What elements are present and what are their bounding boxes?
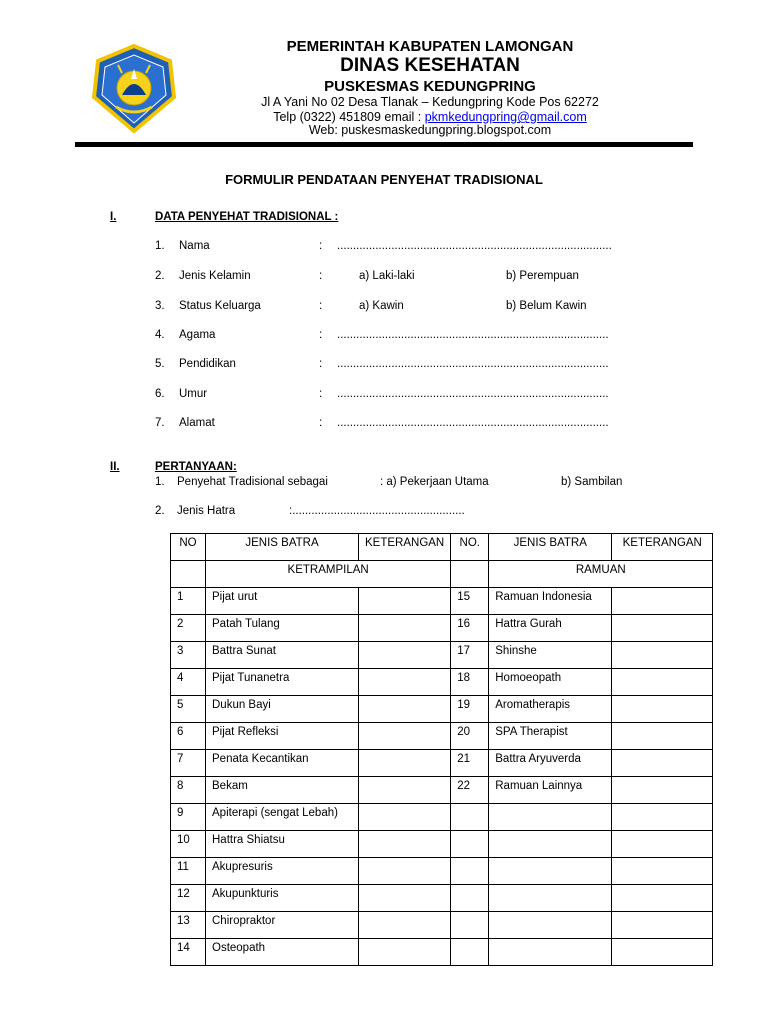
keterangan-cell[interactable]	[612, 642, 713, 669]
row-number: 1	[171, 588, 206, 615]
keterangan-cell[interactable]	[612, 831, 713, 858]
table-row	[171, 669, 713, 696]
table-row	[171, 615, 713, 642]
field-num: 6.	[155, 388, 165, 400]
form-title: FORMULIR PENDATAAN PENYEHAT TRADISIONAL	[225, 172, 543, 187]
header-address: Jl A Yani No 02 Desa Tlanak – Kedungpring Kode Pos 62272	[261, 95, 599, 109]
agama-input-line[interactable]: .....................................................................................	[337, 329, 609, 341]
batra-name: Homoeopath	[489, 669, 612, 696]
row-number: 19	[451, 696, 489, 723]
row-number: 5	[171, 696, 206, 723]
section1-title: DATA PENYEHAT TRADISIONAL :	[155, 211, 339, 223]
keterangan-cell[interactable]	[359, 912, 451, 939]
option-belum-kawin[interactable]: b) Belum Kawin	[506, 300, 587, 312]
header-keterangan: KETERANGAN	[359, 534, 451, 561]
table-row	[171, 696, 713, 723]
table-row	[171, 912, 713, 939]
keterangan-cell[interactable]	[612, 696, 713, 723]
table-row	[171, 858, 713, 885]
row-number: 13	[171, 912, 206, 939]
alamat-input-line[interactable]: .....................................................................................	[337, 417, 609, 429]
batra-name: Shinshe	[489, 642, 612, 669]
group-empty-cell	[171, 561, 206, 588]
table-row	[171, 804, 713, 831]
header-department: DINAS KESEHATAN	[340, 55, 520, 76]
header-jenis-batra: JENIS BATRA	[206, 534, 359, 561]
batra-name: Ramuan Indonesia	[489, 588, 612, 615]
table-row	[171, 723, 713, 750]
jenis-hatra-input-line[interactable]: :......................................................	[289, 505, 465, 517]
batra-name: Penata Kecantikan	[206, 750, 359, 777]
table-row	[171, 777, 713, 804]
field-label-status-keluarga: Status Keluarga	[179, 300, 261, 312]
field-label-jenis-kelamin: Jenis Kelamin	[179, 270, 251, 282]
row-number: 9	[171, 804, 206, 831]
row-number: 10	[171, 831, 206, 858]
row-number: 22	[451, 777, 489, 804]
field-colon: :	[319, 417, 323, 429]
row-number: 20	[451, 723, 489, 750]
option-laki-laki[interactable]: a) Laki-laki	[359, 270, 415, 282]
header-jenis-batra: JENIS BATRA	[489, 534, 612, 561]
table-row	[171, 750, 713, 777]
header-puskesmas: PUSKESMAS KEDUNGPRING	[324, 78, 536, 95]
field-colon: :	[319, 270, 323, 282]
row-number: 15	[451, 588, 489, 615]
keterangan-cell[interactable]	[359, 723, 451, 750]
header-rule	[75, 142, 693, 147]
table-row	[171, 588, 713, 615]
batra-name: Akupresuris	[206, 858, 359, 885]
keterangan-cell[interactable]	[359, 669, 451, 696]
section2-number: II.	[110, 461, 120, 473]
keterangan-cell[interactable]	[612, 939, 713, 966]
field-num: 2.	[155, 270, 165, 282]
keterangan-cell[interactable]	[359, 615, 451, 642]
header-contact	[0, 110, 768, 124]
header-no: NO	[171, 534, 206, 561]
keterangan-cell[interactable]	[359, 777, 451, 804]
batra-name: Pijat urut	[206, 588, 359, 615]
batra-name: Pijat Tunanetra	[206, 669, 359, 696]
question-jenis-hatra: Jenis Hatra	[177, 505, 236, 517]
table-row	[171, 939, 713, 966]
keterangan-cell[interactable]	[359, 885, 451, 912]
batra-name	[489, 885, 612, 912]
field-num: 7.	[155, 417, 165, 429]
table-row	[171, 885, 713, 912]
question-num: 2.	[155, 505, 165, 517]
row-number: 2	[171, 615, 206, 642]
row-number: 7	[171, 750, 206, 777]
keterangan-cell[interactable]	[359, 642, 451, 669]
group-ramuan: RAMUAN	[489, 561, 713, 588]
row-number	[451, 912, 489, 939]
pendidikan-input-line[interactable]: .....................................................................................	[337, 358, 609, 370]
keterangan-cell[interactable]	[612, 669, 713, 696]
keterangan-cell[interactable]	[612, 588, 713, 615]
keterangan-cell[interactable]	[359, 939, 451, 966]
keterangan-cell[interactable]	[612, 858, 713, 885]
header-email-link[interactable]: pkmkedungpring@gmail.com	[424, 110, 587, 124]
header-government: PEMERINTAH KABUPATEN LAMONGAN	[286, 38, 574, 55]
batra-name	[489, 912, 612, 939]
table-body	[171, 588, 713, 966]
row-number: 16	[451, 615, 489, 642]
row-number: 14	[171, 939, 206, 966]
keterangan-cell[interactable]	[612, 912, 713, 939]
header-web: Web: puskesmaskedungpring.blogspot.com	[308, 123, 552, 137]
table-row	[171, 642, 713, 669]
keterangan-cell[interactable]	[359, 858, 451, 885]
batra-name	[489, 939, 612, 966]
keterangan-cell[interactable]	[612, 804, 713, 831]
keterangan-cell[interactable]	[359, 750, 451, 777]
batra-table	[170, 533, 713, 966]
question-num: 1.	[155, 476, 165, 488]
field-num: 4.	[155, 329, 165, 341]
section1-number: I.	[110, 211, 117, 223]
batra-name: Chiropraktor	[206, 912, 359, 939]
batra-name: Ramuan Lainnya	[489, 777, 612, 804]
field-label-agama: Agama	[179, 329, 216, 341]
row-number: 18	[451, 669, 489, 696]
batra-name	[489, 831, 612, 858]
row-number: 3	[171, 642, 206, 669]
row-number: 21	[451, 750, 489, 777]
field-colon: :	[319, 329, 323, 341]
batra-name: Akupunkturis	[206, 885, 359, 912]
section2-title: PERTANYAAN:	[155, 461, 237, 473]
field-colon: :	[319, 388, 323, 400]
option-sambilan[interactable]: b) Sambilan	[561, 476, 623, 488]
batra-name: Aromatherapis	[489, 696, 612, 723]
field-num: 1.	[155, 240, 165, 252]
row-number	[451, 939, 489, 966]
batra-name: Patah Tulang	[206, 615, 359, 642]
batra-name: Osteopath	[206, 939, 359, 966]
field-colon: :	[319, 240, 323, 252]
keterangan-cell[interactable]	[612, 615, 713, 642]
row-number	[451, 885, 489, 912]
header-no: NO.	[451, 534, 489, 561]
table-header-row	[171, 534, 713, 561]
batra-name	[489, 804, 612, 831]
field-label-alamat: Alamat	[179, 417, 215, 429]
header-keterangan: KETERANGAN	[612, 534, 713, 561]
row-number: 11	[171, 858, 206, 885]
batra-name: Pijat Refleksi	[206, 723, 359, 750]
keterangan-cell[interactable]	[359, 804, 451, 831]
batra-name: Battra Aryuverda	[489, 750, 612, 777]
keterangan-cell[interactable]	[359, 588, 451, 615]
row-number: 12	[171, 885, 206, 912]
table-group-row	[171, 561, 713, 588]
batra-name	[489, 858, 612, 885]
row-number: 8	[171, 777, 206, 804]
option-pekerjaan-utama[interactable]: : a) Pekerjaan Utama	[380, 476, 489, 488]
keterangan-cell[interactable]	[612, 777, 713, 804]
table-row	[171, 831, 713, 858]
keterangan-cell[interactable]	[359, 831, 451, 858]
batra-name: Dukun Bayi	[206, 696, 359, 723]
keterangan-cell[interactable]	[359, 696, 451, 723]
row-number: 6	[171, 723, 206, 750]
field-label-pendidikan: Pendidikan	[179, 358, 236, 370]
field-num: 3.	[155, 300, 165, 312]
row-number: 17	[451, 642, 489, 669]
batra-name: Battra Sunat	[206, 642, 359, 669]
batra-name: Bekam	[206, 777, 359, 804]
keterangan-cell[interactable]	[612, 885, 713, 912]
header-phone: Telp (0322) 451809 email :	[273, 110, 425, 124]
option-perempuan[interactable]: b) Perempuan	[506, 270, 579, 282]
batra-name: Apiterapi (sengat Lebah)	[206, 804, 359, 831]
question-penyehat-sebagai: Penyehat Tradisional sebagai	[177, 476, 328, 488]
group-empty-cell	[451, 561, 489, 588]
batra-name: Hattra Shiatsu	[206, 831, 359, 858]
keterangan-cell[interactable]	[612, 750, 713, 777]
row-number	[451, 831, 489, 858]
row-number	[451, 804, 489, 831]
row-number	[451, 858, 489, 885]
batra-name: SPA Therapist	[489, 723, 612, 750]
field-label-nama: Nama	[179, 240, 210, 252]
row-number: 4	[171, 669, 206, 696]
field-colon: :	[319, 300, 323, 312]
field-colon: :	[319, 358, 323, 370]
nama-input-line[interactable]: ......................................................................................	[337, 240, 612, 252]
field-num: 5.	[155, 358, 165, 370]
option-kawin[interactable]: a) Kawin	[359, 300, 404, 312]
batra-name: Hattra Gurah	[489, 615, 612, 642]
group-ketrampilan: KETRAMPILAN	[206, 561, 451, 588]
umur-input-line[interactable]: .....................................................................................	[337, 388, 609, 400]
keterangan-cell[interactable]	[612, 723, 713, 750]
field-label-umur: Umur	[179, 388, 208, 400]
